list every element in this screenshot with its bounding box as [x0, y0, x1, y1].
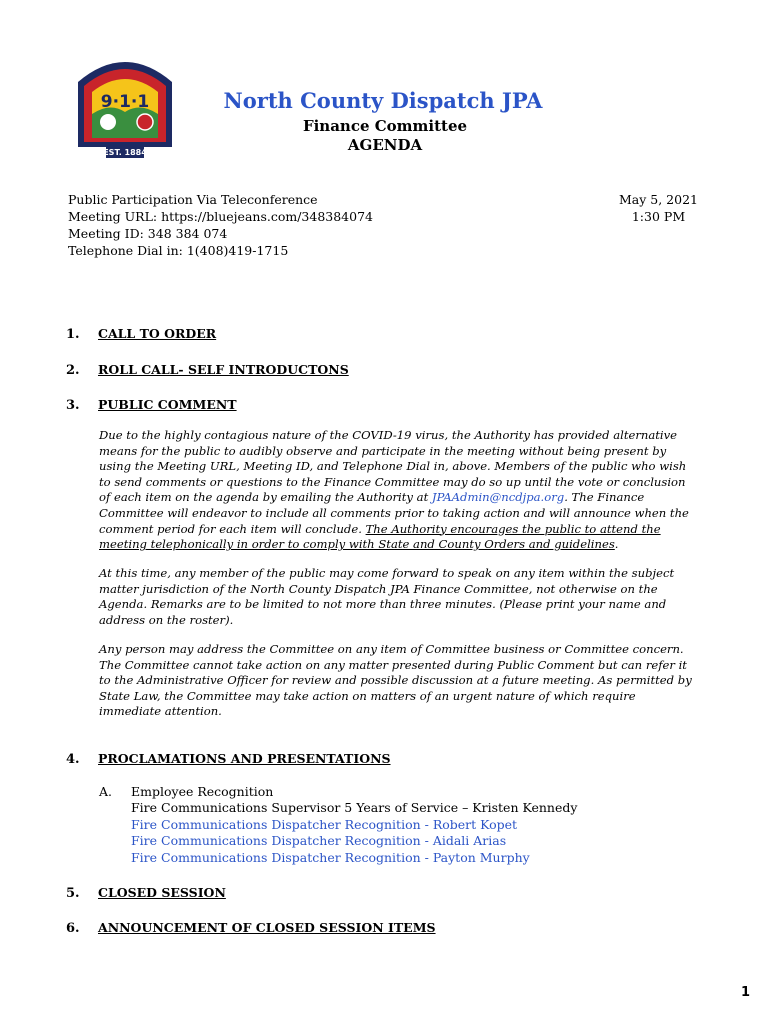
underlined-notice: The Authority encourages the public to attend the meeting telephonically in order to comply with State and County Orders and guidelines — [99, 521, 661, 552]
item-title: ROLL CALL- SELF INTRODUCTONS — [98, 362, 349, 377]
item-title: ANNOUNCEMENT OF CLOSED SESSION ITEMS — [98, 920, 436, 935]
recognition-line: Fire Communications Dispatcher Recognition - Payton Murphy — [131, 849, 530, 865]
item-number: 1. — [66, 327, 80, 342]
page-number: 1 — [740, 985, 750, 1000]
recognition-list — [131, 800, 577, 866]
proclamation-subitem — [99, 784, 273, 801]
agenda-item-closed-session — [66, 885, 226, 901]
meeting-line-1: Public Participation Via Teleconference — [68, 192, 318, 207]
item-number: 5. — [66, 886, 80, 901]
item-title: CALL TO ORDER — [98, 326, 217, 341]
public-comment-paragraph-1: Due to the highly contagious nature of the COVID-19 virus, the Authority has provided alternative means for the public to audibly observe and participate in the meeting without being present by using the Meeting URL, Meeting ID, and Telephone Dial in, above. Members of the public who wish to send comments or questions to the Finance Committee may do so up until the vote or conclusion of each item on the agenda by emailing the Authority at JPAAdmin@ncdjpa.org. The Finance Committee will endeavor to include all comments prior to taking action and will announce when the comment period for each item will conclude. The Authority encourages the public to attend the meeting telephonically in order to comply with State and County Orders and guidelines. — [99, 428, 689, 552]
item-title: PUBLIC COMMENT — [98, 397, 237, 412]
recognition-line: Fire Communications Dispatcher Recognition - Robert Kopet — [131, 816, 518, 832]
committee-name: Finance Committee — [302, 117, 468, 135]
logo-911-text: 9·1·1 — [100, 92, 150, 112]
meeting-date: May 5, 2021 — [619, 192, 698, 207]
telephone-dial-in: Telephone Dial in: 1(408)419-1715 — [68, 243, 289, 258]
item-number: 2. — [66, 363, 80, 378]
item-number: 3. — [66, 398, 80, 413]
agenda-item-call-to-order — [66, 326, 216, 342]
item-title: CLOSED SESSION — [98, 885, 226, 900]
meeting-time: 1:30 PM — [631, 209, 686, 224]
subitem-heading: Employee Recognition — [131, 784, 274, 799]
doc-type: AGENDA — [347, 136, 423, 154]
admin-email-link[interactable]: JPAAdmin@ncdjpa.org — [431, 490, 565, 505]
agenda-item-announcement — [66, 920, 436, 936]
item-title: PROCLAMATIONS AND PRESENTATIONS — [98, 751, 391, 766]
recognition-line: Fire Communications Supervisor 5 Years of Service – Kristen Kennedy — [131, 800, 578, 815]
agenda-item-public-comment — [66, 397, 237, 413]
org-title: North County Dispatch JPA — [223, 88, 543, 113]
agenda-item-roll-call — [66, 362, 349, 378]
meeting-url[interactable]: Meeting URL: https://bluejeans.com/348384074 — [68, 209, 373, 224]
recognition-line: Fire Communications Dispatcher Recognition - Aidali Arias — [131, 833, 507, 848]
agenda-item-proclamations — [66, 751, 391, 767]
subitem-letter: A. — [99, 784, 113, 799]
item-number: 4. — [66, 752, 80, 767]
public-comment-paragraph-2: At this time, any member of the public may come forward to speak on any item within the subject matter jurisdiction of the North County Dispatch JPA Finance Committee, not otherwise on the Agenda. Remarks are to be limited to not more than three minutes. (Please print your name and address on the roster). — [99, 566, 675, 627]
item-number: 6. — [66, 921, 80, 936]
meeting-id: Meeting ID: 348 384 074 — [68, 226, 228, 241]
meeting-datetime — [619, 191, 698, 225]
public-comment-paragraph-3: Any person may address the Committee on any item of Committee business or Committee concern. The Committee cannot take action on any matter presented during Public Comment but can refer it to the Administrative Officer for review and possible discussion at a future meeting. As permitted by State Law, the Committee may take action on matters of an urgent nature of which require immediate attention. — [99, 642, 692, 719]
logo-est-text: EST. 1884 — [103, 148, 147, 157]
meeting-info — [68, 191, 373, 259]
